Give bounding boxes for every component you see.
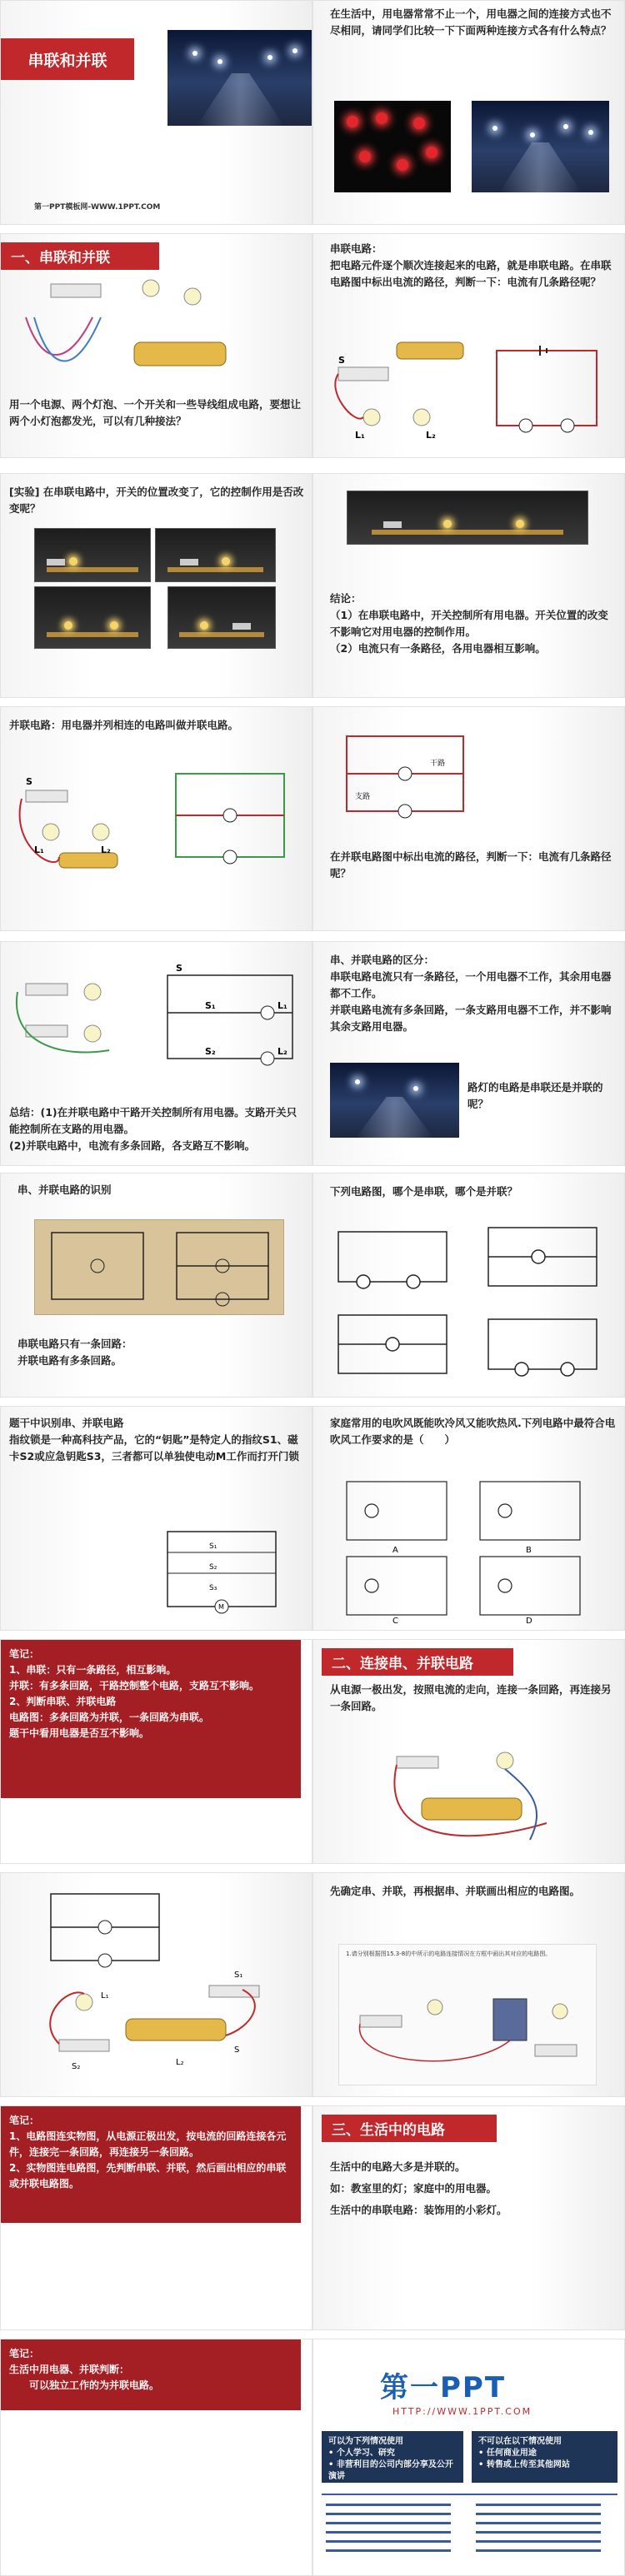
parallel-path-text: 在并联电路图中标出电流的路径，判断一下：电流有几条路径呢？ (330, 850, 612, 879)
parallel-wiring-diagram (34, 1886, 284, 2090)
experiment-photo-2 (155, 528, 276, 582)
divider (322, 2494, 618, 2495)
slide-parallel-wiring (0, 1872, 312, 2097)
label-S2: S₂ (205, 1046, 216, 1057)
slide-parallel-circuit (0, 706, 312, 931)
label-S1: S₁ (209, 1542, 218, 1551)
streetlight-question: 路灯的电路是串联还是并联的呢？ (468, 1081, 603, 1110)
option-B: B (526, 1546, 532, 1555)
slide-identify (0, 1173, 312, 1398)
components-illustration (18, 267, 292, 384)
experiment-text: [实验] 在串联电路中，开关的位置改变了，它的控制作用是否改变呢？ (9, 486, 304, 515)
parallel-definition-text: 并联电路：用电器并列相连的电路叫做并联电路。 (9, 719, 239, 731)
slide-draw-diagram (312, 1872, 625, 2097)
string-lights-photo (334, 101, 451, 192)
slide-notes-2 (0, 2105, 312, 2330)
label-S: S (176, 963, 182, 974)
usage-allowed-panel: 可以为下列情况使用 • 个人学习、研究 • 非营利目的公司内部分享及公开演讲 (322, 2431, 463, 2483)
night-road-photo (168, 30, 312, 126)
label-L1: L₁ (101, 1991, 109, 2001)
label-S3: S₃ (209, 1584, 218, 1592)
label-L2: L₂ (176, 2058, 184, 2067)
series-circuit-diagram (322, 326, 622, 451)
experiment-photo-1 (34, 528, 151, 582)
hair-dryer-question: 家庭常用的电吹风既能吹冷风又能吹热风.下列电路中最符合电吹风工作要求的是（ ） (330, 1417, 616, 1446)
parallel-circuit-diagram (9, 757, 309, 882)
slide-fingerprint-lock (0, 1406, 312, 1631)
hair-dryer-options (338, 1473, 597, 1623)
question-text: 在生活中，用电器常常不止一个，用电器之间的连接方式也不尽相同，请同学们比较一下下面两种连接方式各有什么特点？ (330, 7, 612, 37)
brand-url: HTTP://WWW.1PPT.COM (392, 2406, 532, 2417)
connect-text: 从电源一极出发，按照电流的走向，连接一条回路，再连接另一条回路。 (330, 1683, 612, 1712)
notes-box: 笔记： 生活中用电器、并联判断： 可以独立工作的为并联电路。 (1, 2339, 301, 2410)
label-main-path: 干路 (430, 760, 446, 768)
usage-forbidden-panel: 不可以在以下情况使用 • 任何商业用途 • 转售或上传至其他网站 (472, 2431, 618, 2483)
slide-question (312, 0, 625, 225)
conclusion-photo (347, 491, 588, 545)
slide-connect-circuits (312, 1639, 625, 1864)
label-S2: S₂ (209, 1563, 218, 1572)
parallel-switch-diagram (9, 959, 309, 1067)
conclusion-text: 结论： （1）在串联电路中，开关控制所有用电器。开关位置的改变不影响它对用电器的控制作用。 （2）电流只有一条路径，各用电器相互影响。 (330, 592, 608, 655)
label-S: S (234, 2045, 240, 2055)
slide-switch-experiment (0, 473, 312, 698)
slide-title-banner: 串联和并联 (1, 38, 134, 80)
label-L2: L₂ (278, 1046, 288, 1057)
life-circuits-text: 生活中的电路大多是并联的。 如：教室里的灯；家庭中的用电器。 生活中的串联电路：装饰用的小彩灯。 (330, 2160, 508, 2216)
slide-which-circuit (312, 1173, 625, 1398)
fingerprint-text: 题干中识别串、并联电路 指纹锁是一种高科技产品，它的“钥匙”是特定人的指纹S1、磁卡S2或应急钥匙S3，三者都可以单独使电动M工作而打开门锁 (9, 1417, 299, 1462)
textbook-exercise (338, 1944, 597, 2085)
label-branch: 支路 (355, 793, 371, 801)
slide-parallel-summary (0, 941, 312, 1166)
label-S1: S₁ (234, 1971, 243, 1980)
section-heading: 三、生活中的电路 (322, 2115, 497, 2142)
parallel-path-diagram (338, 720, 472, 820)
label-L2: L₂ (426, 430, 436, 441)
slide-series-parallel-intro (0, 233, 312, 458)
label-S: S (338, 355, 345, 366)
experiment-photo-4 (168, 586, 276, 649)
slide-life-circuits (312, 2105, 625, 2330)
slide-notes-1 (0, 1639, 312, 1864)
slide-series-conclusion (312, 473, 625, 698)
exercise-caption: 1.请分别根据图15.3-8的中所示的电路连接情况在方框中画出其对应的电路图。 (346, 1951, 552, 1957)
slide-hair-dryer (312, 1406, 625, 1631)
identify-text: 串联电路只有一条回路： 并联电路有多条回路。 (18, 1338, 132, 1367)
option-A: A (392, 1546, 398, 1555)
experiment-photo-3 (34, 586, 151, 649)
brand-logo: 第一PPT (380, 2371, 507, 2404)
slide-parallel-path (312, 706, 625, 931)
label-M: M (218, 1603, 224, 1611)
connect-illustration (380, 1740, 563, 1856)
section-heading: 一、串联和并联 (1, 242, 159, 270)
slide-notes-3 (0, 2339, 312, 2576)
notes-box: 笔记： 1、电路图连实物图，从电源正极出发，按电流的回路连接各元件，连接完一条回路，再连接另一条回路。 2、实物图连电路图，先判断串联、并联，然后画出相应的串联或并联电路图。 (1, 2106, 301, 2223)
label-L1: L₁ (355, 430, 365, 441)
circuit-choices (330, 1215, 613, 1390)
slide-series-circuit (312, 233, 625, 458)
option-C: C (392, 1617, 398, 1623)
series-definition-text: 串联电路： 把电路元件逐个顺次连接起来的电路，就是串联电路。在串联电路图中标出电流的路径，判断一下：电流有几条路径呢？ (330, 242, 612, 288)
street-lamps-photo (472, 101, 609, 192)
label-L1: L₁ (278, 1000, 288, 1011)
fingerprint-circuit (159, 1523, 284, 1615)
distinguish-text: 串、并联电路的区分： 串联电路电流只有一条路径，一个用电器不工作，其余用电器都不工作。 并联电路电流有多条回路，一条支路用电器不工作，并不影响其余支路用电器。 (330, 954, 612, 1033)
street-lamps-photo (330, 1063, 459, 1138)
option-D: D (526, 1617, 532, 1623)
slide-title (0, 0, 312, 225)
slide-distinguish (312, 941, 625, 1166)
which-circuit-question: 下列电路图，哪个是串联，哪个是并联？ (330, 1185, 518, 1198)
label-S1: S₁ (205, 1000, 216, 1011)
label-S2: S₂ (72, 2062, 81, 2071)
brand-caption: 第一PPT模板网-WWW.1PPT.COM (34, 203, 161, 212)
identify-circuit-board (34, 1219, 284, 1315)
label-S: S (26, 776, 32, 787)
intro-text: 用一个电源、两个灯泡、一个开关和一些导线组成电路，要想让两个小灯泡都发光，可以有几种接法？ (9, 398, 302, 427)
section-heading: 二、连接串、并联电路 (322, 1648, 513, 1676)
identify-heading: 串、并联电路的识别 (18, 1183, 112, 1196)
notes-box: 笔记： 1、串联：只有一条路径，相互影响。 并联：有多条回路，干路控制整个电路，支路互不影响。 2、判断串联、并联电路 电路图：多条回路为并联，一条回路为串联。 题干中看用电器是否互不影响。 (1, 1640, 301, 1798)
link-list (322, 2499, 618, 2570)
draw-diagram-text: 先确定串、并联，再根据串、并联画出相应的电路图。 (330, 1885, 581, 1897)
label-L1: L₁ (34, 845, 44, 855)
label-L2: L₂ (101, 845, 111, 855)
parallel-summary-text: 总结：(1)在并联电路中干路开关控制所有用电器。支路开关只能控制所在支路的用电器。 (2)并联电路中，电流有多条回路，各支路互不影响。 (9, 1106, 298, 1152)
slide-brand (312, 2339, 625, 2576)
